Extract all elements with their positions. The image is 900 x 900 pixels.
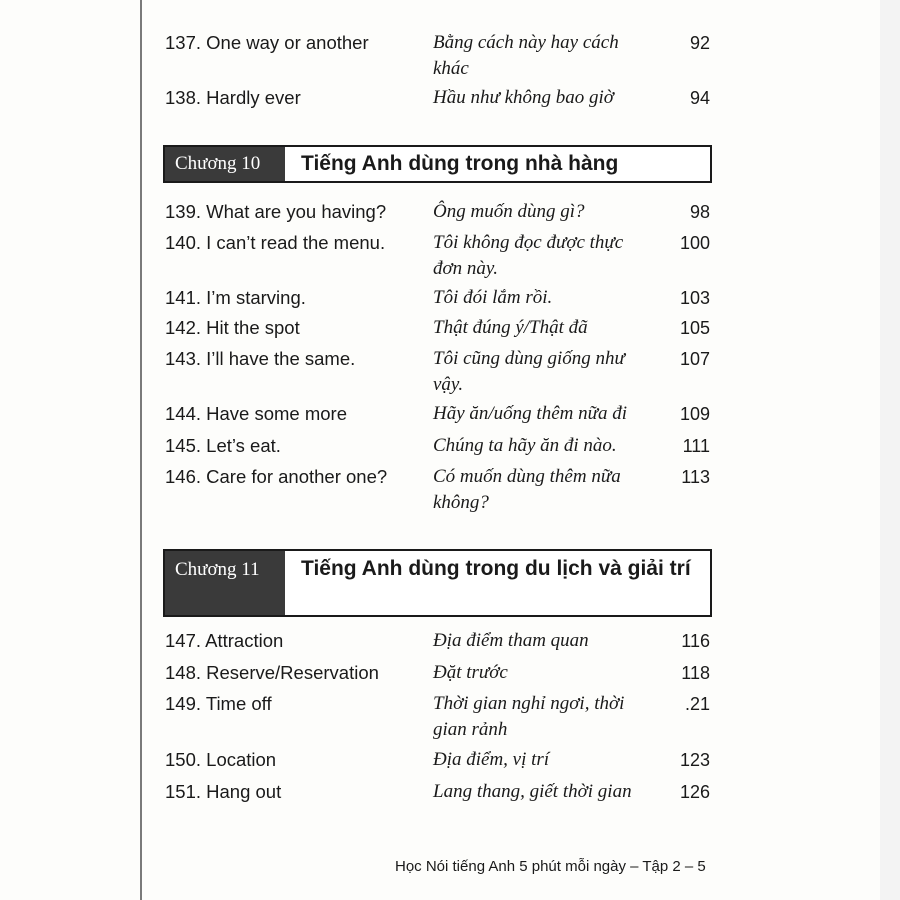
page-left-edge <box>140 0 142 900</box>
entry-vietnamese: Bằng cách này hay cách khác <box>433 32 619 79</box>
entry-page: 103 <box>679 288 710 308</box>
entry-english: 142. Hit the spot <box>165 317 300 338</box>
entry-english: 139. What are you having? <box>165 201 387 222</box>
chapter-title: Tiếng Anh dùng trong nhà hàng <box>301 152 619 175</box>
entry-page: 100 <box>679 233 710 253</box>
chapter-11-header <box>163 549 712 617</box>
entry-page: 111 <box>682 436 710 456</box>
entry-page: 98 <box>689 202 710 222</box>
entry-vietnamese: Tôi cũng dùng giống như vậy. <box>433 348 625 395</box>
entry-english: 150. Location <box>165 749 277 770</box>
entry-english: 144. Have some more <box>165 403 348 424</box>
entry-english: 147. Attraction <box>165 630 284 651</box>
entry-page: 123 <box>679 750 710 770</box>
entry-page: 105 <box>679 318 710 338</box>
entry-english: 146. Care for another one? <box>165 466 388 487</box>
entry-vietnamese: Lang thang, giết thời gian <box>433 781 632 802</box>
entry-vietnamese: Hãy ăn/uống thêm nữa đi <box>433 403 628 424</box>
entry-page: 126 <box>679 782 710 802</box>
entry-page: 94 <box>689 88 710 108</box>
entry-vietnamese: Tôi đói lắm rồi. <box>433 287 553 308</box>
entry-english: 143. I’ll have the same. <box>165 348 356 369</box>
chapter-10-header <box>163 145 712 183</box>
entry-page: 118 <box>681 663 710 683</box>
entry-page: 107 <box>679 349 710 369</box>
entry-english: 138. Hardly ever <box>165 87 301 108</box>
entry-page: 116 <box>681 631 710 651</box>
entry-vietnamese: Ông muốn dùng gì? <box>433 201 585 222</box>
entry-vietnamese: Đặt trước <box>433 662 508 683</box>
chapter-label: Chương 11 <box>165 551 285 615</box>
entry-english: 141. I’m starving. <box>165 287 306 308</box>
entry-english: 140. I can’t read the menu. <box>165 232 386 253</box>
entry-page: 92 <box>689 33 710 53</box>
entry-vietnamese: Thật đúng ý/Thật đã <box>433 317 588 338</box>
entry-vietnamese: Thời gian nghỉ ngơi, thời gian rảnh <box>433 693 625 740</box>
page-footer: Học Nói tiếng Anh 5 phút mỗi ngày – Tập 2 – 5 <box>395 858 706 875</box>
entry-vietnamese: Có muốn dùng thêm nữa không? <box>433 466 621 513</box>
entry-vietnamese: Địa điểm tham quan <box>433 630 589 651</box>
entry-vietnamese: Chúng ta hãy ăn đi nào. <box>433 435 617 456</box>
entry-english: 137. One way or another <box>165 32 369 53</box>
entry-english: 149. Time off <box>165 693 272 714</box>
entry-vietnamese: Hầu như không bao giờ <box>433 87 614 108</box>
entry-english: 151. Hang out <box>165 781 282 802</box>
entry-vietnamese: Tôi không đọc được thực đơn này. <box>433 232 624 279</box>
chapter-label: Chương 10 <box>165 147 285 181</box>
entry-page: 113 <box>681 467 710 487</box>
entry-english: 148. Reserve/Reservation <box>165 662 379 683</box>
entry-page: .21 <box>684 694 710 714</box>
page-right-margin <box>880 0 900 900</box>
chapter-title: Tiếng Anh dùng trong du lịch và giải trí <box>301 557 691 580</box>
entry-vietnamese: Địa điểm, vị trí <box>433 749 550 770</box>
entry-english: 145. Let’s eat. <box>165 435 281 456</box>
entry-page: 109 <box>679 404 710 424</box>
